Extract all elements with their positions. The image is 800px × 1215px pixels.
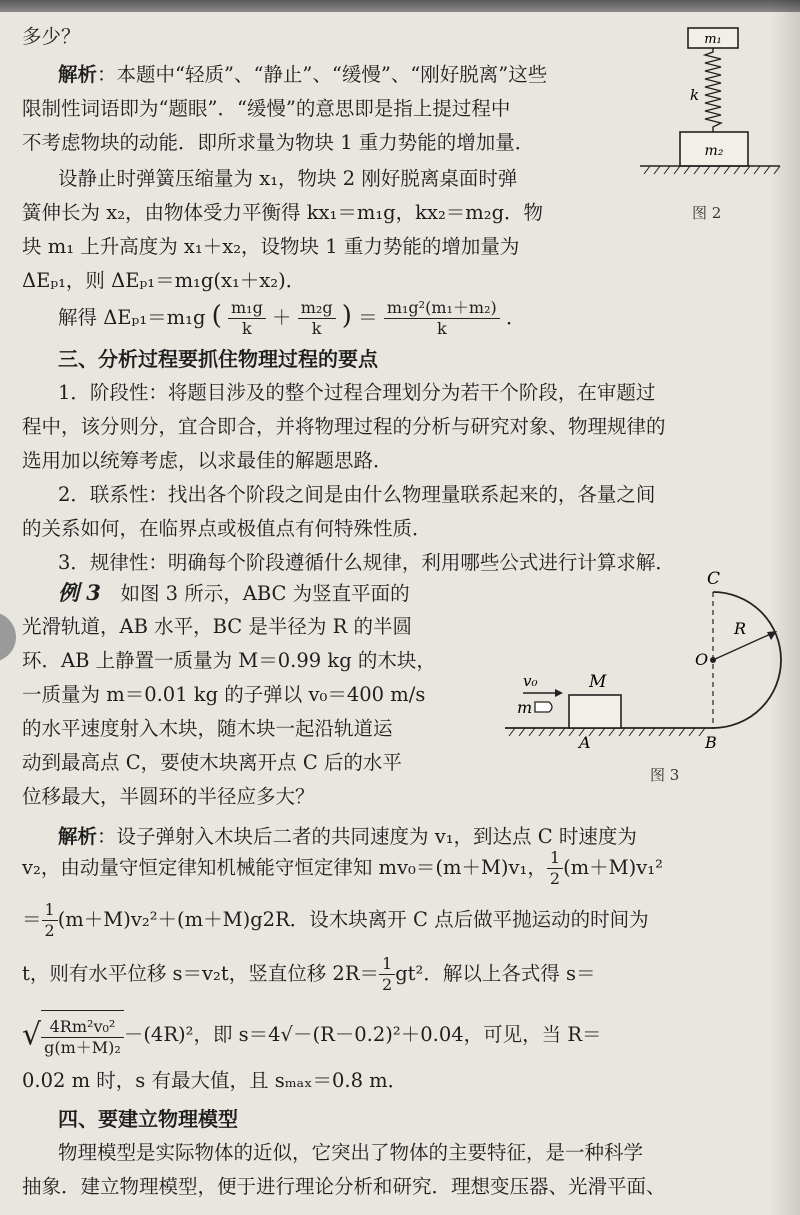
formula-text: ＝ <box>22 908 42 931</box>
label-A: A <box>579 733 591 752</box>
fraction <box>379 954 395 995</box>
formula-line <box>58 294 525 340</box>
text-line: 动到最高点 C，要使木块离开点 C 后的水平 <box>22 751 402 774</box>
fraction-den: 2 <box>549 869 561 888</box>
text-line: ΔEₚ₁，则 ΔEₚ₁＝m₁g(x₁＋x₂)． <box>22 269 306 292</box>
text-line: 0.02 m 时，s 有最大值，且 sₘₐₓ＝0.8 m． <box>22 1069 408 1092</box>
wooden-block-M <box>569 695 621 728</box>
text-span: 如图 3 所示，ABC 为竖直平面的 <box>120 582 410 605</box>
velocity-arrowhead <box>555 689 563 697</box>
text-line: 不考虑物块的动能．即所求量为物块 1 重力势能的增加量． <box>22 131 535 154</box>
fraction-den: k <box>311 319 322 338</box>
figure-2-caption: 图 2 <box>692 204 722 222</box>
formula-line <box>22 898 649 942</box>
analysis-label: 解析 <box>58 63 98 86</box>
fraction-num: 1 <box>379 954 395 975</box>
text-line: 物理模型是实际物体的近似，它突出了物体的主要特征，是一种科学 <box>58 1141 644 1164</box>
paren: ( <box>211 301 222 331</box>
text-line: 块 m₁ 上升高度为 x₁＋x₂，设物块 1 重力势能的增加量为 <box>22 235 520 258</box>
fraction-den: g(m＋M)₂ <box>44 1038 121 1057</box>
fraction-num: m₂g <box>298 298 336 319</box>
section-heading-4: 四、要建立物理模型 <box>58 1107 238 1131</box>
text-line: 设静止时弹簧压缩量为 x₁，物块 2 刚好脱离桌面时弹 <box>58 167 518 190</box>
fraction <box>42 900 58 941</box>
fraction-num: 1 <box>42 900 58 921</box>
paren: ) <box>341 301 352 331</box>
formula-text: t，则有水平位移 s＝v₂t，竖直位移 2R＝ <box>22 962 379 985</box>
figure-3-track-diagram <box>505 562 790 752</box>
fraction-num: m₁g <box>228 298 266 319</box>
analysis-label: 解析 <box>58 825 98 848</box>
label-v0: v₀ <box>523 672 538 690</box>
fraction-num: 4Rm²v₀² <box>41 1017 124 1038</box>
fraction <box>228 298 266 339</box>
spring <box>705 48 721 132</box>
equals-sign: ＝ <box>358 306 378 329</box>
formula-text: －(4R)²，即 s＝4√－(R－0.2)²＋0.04，可见，当 R＝ <box>123 1023 602 1046</box>
top-edge-band <box>0 0 800 12</box>
bullet-m <box>535 702 552 712</box>
text-line: 的关系如何，在临界点或极值点有何特殊性质． <box>22 517 432 540</box>
fraction-den: k <box>436 319 447 338</box>
label-B: B <box>705 733 717 752</box>
fraction <box>547 848 563 889</box>
text-line: 一质量为 m＝0.01 kg 的子弹以 v₀＝400 m/s <box>22 683 426 706</box>
text-line: 的水平速度射入木块，随木块一起沿轨道运 <box>22 717 393 740</box>
text-line: 多少？ <box>22 25 81 48</box>
ground-hatch <box>644 166 780 174</box>
text-span: ：本题中“轻质”、“静止”、“缓慢”、“刚好脱离”这些 <box>97 63 548 86</box>
text-line: 程中，该分则分，宜合即合，并将物理过程的分析与研究对象、物理规律的 <box>22 415 666 438</box>
figure-3-caption: 图 3 <box>650 766 680 784</box>
section-heading-3: 三、分析过程要抓住物理过程的要点 <box>58 347 378 371</box>
fraction-num: 1 <box>547 848 563 869</box>
label-m1: m₁ <box>704 32 722 47</box>
text-line: 簧伸长为 x₂，由物体受力平衡得 kx₁＝m₁g，kx₂＝m₂g．物 <box>22 201 544 224</box>
side-bookmark-tab <box>0 612 16 662</box>
formula-text: (m＋M)v₁² <box>563 856 663 879</box>
formula-line <box>22 952 596 996</box>
fraction-num: m₁g²(m₁＋m₂) <box>384 298 500 319</box>
formula-text: gt²．解以上各式得 s＝ <box>395 962 596 985</box>
text-line: 选用加以统筹考虑，以求最佳的解题思路． <box>22 449 393 472</box>
text-line <box>58 62 547 88</box>
example-label: 例 3 <box>58 580 101 605</box>
text-span: ：设子弹射入木块后二者的共同速度为 v₁，到达点 C 时速度为 <box>97 825 637 848</box>
label-m2: m₂ <box>704 143 724 159</box>
semicircle-track <box>713 592 781 728</box>
formula-line <box>22 1010 602 1061</box>
label-O: O <box>695 650 709 669</box>
period: ． <box>505 306 526 329</box>
text-line: 光滑轨道，AB 水平，BC 是半径为 R 的半圆 <box>22 615 413 638</box>
fraction <box>298 298 336 339</box>
text-line: 环．AB 上静置一质量为 M＝0.99 kg 的木块， <box>22 649 436 672</box>
sqrt-sign: √ <box>22 1017 42 1053</box>
label-M: M <box>589 672 607 692</box>
text-line <box>58 580 410 607</box>
label-R: R <box>734 619 747 638</box>
text-line: 3．规律性：明确每个阶段遵循什么规律，利用哪些公式进行计算求解． <box>58 551 675 574</box>
fraction-den: 2 <box>382 975 393 994</box>
fraction <box>384 298 500 339</box>
figure-2-spring-diagram <box>640 22 785 187</box>
text-line: 抽象．建立物理模型，便于进行理论分析和研究．理想变压器、光滑平面、 <box>22 1175 666 1198</box>
text-line: 2．联系性：找出各个阶段之间是由什么物理量联系起来的，各量之间 <box>58 483 656 506</box>
label-m: m <box>517 698 533 717</box>
formula-text: v₂，由动量守恒定律知机械能守恒定律知 mv₀＝(m＋M)v₁， <box>22 856 547 879</box>
fraction <box>41 1017 124 1058</box>
text-line: 限制性词语即为“题眼”．“缓慢”的意思即是指上提过程中 <box>22 97 511 120</box>
plus-sign: ＋ <box>272 306 292 329</box>
sqrt-body <box>41 1010 124 1061</box>
formula-text: 解得 ΔEₚ₁＝m₁g <box>58 306 206 329</box>
formula-line <box>22 846 663 890</box>
fraction-den: 2 <box>44 921 55 940</box>
text-line: 1．阶段性：将题目涉及的整个过程合理划分为若干个阶段，在审题过 <box>58 381 656 404</box>
label-k: k <box>690 86 700 104</box>
text-line: 位移最大，半圆环的半径应多大？ <box>22 785 315 808</box>
track-hatch <box>509 728 705 736</box>
fraction-den: k <box>242 319 252 338</box>
label-C: C <box>707 569 721 589</box>
formula-text: (m＋M)v₂²＋(m＋M)g2R．设木块离开 C 点后做平抛运动的时间为 <box>57 908 649 931</box>
